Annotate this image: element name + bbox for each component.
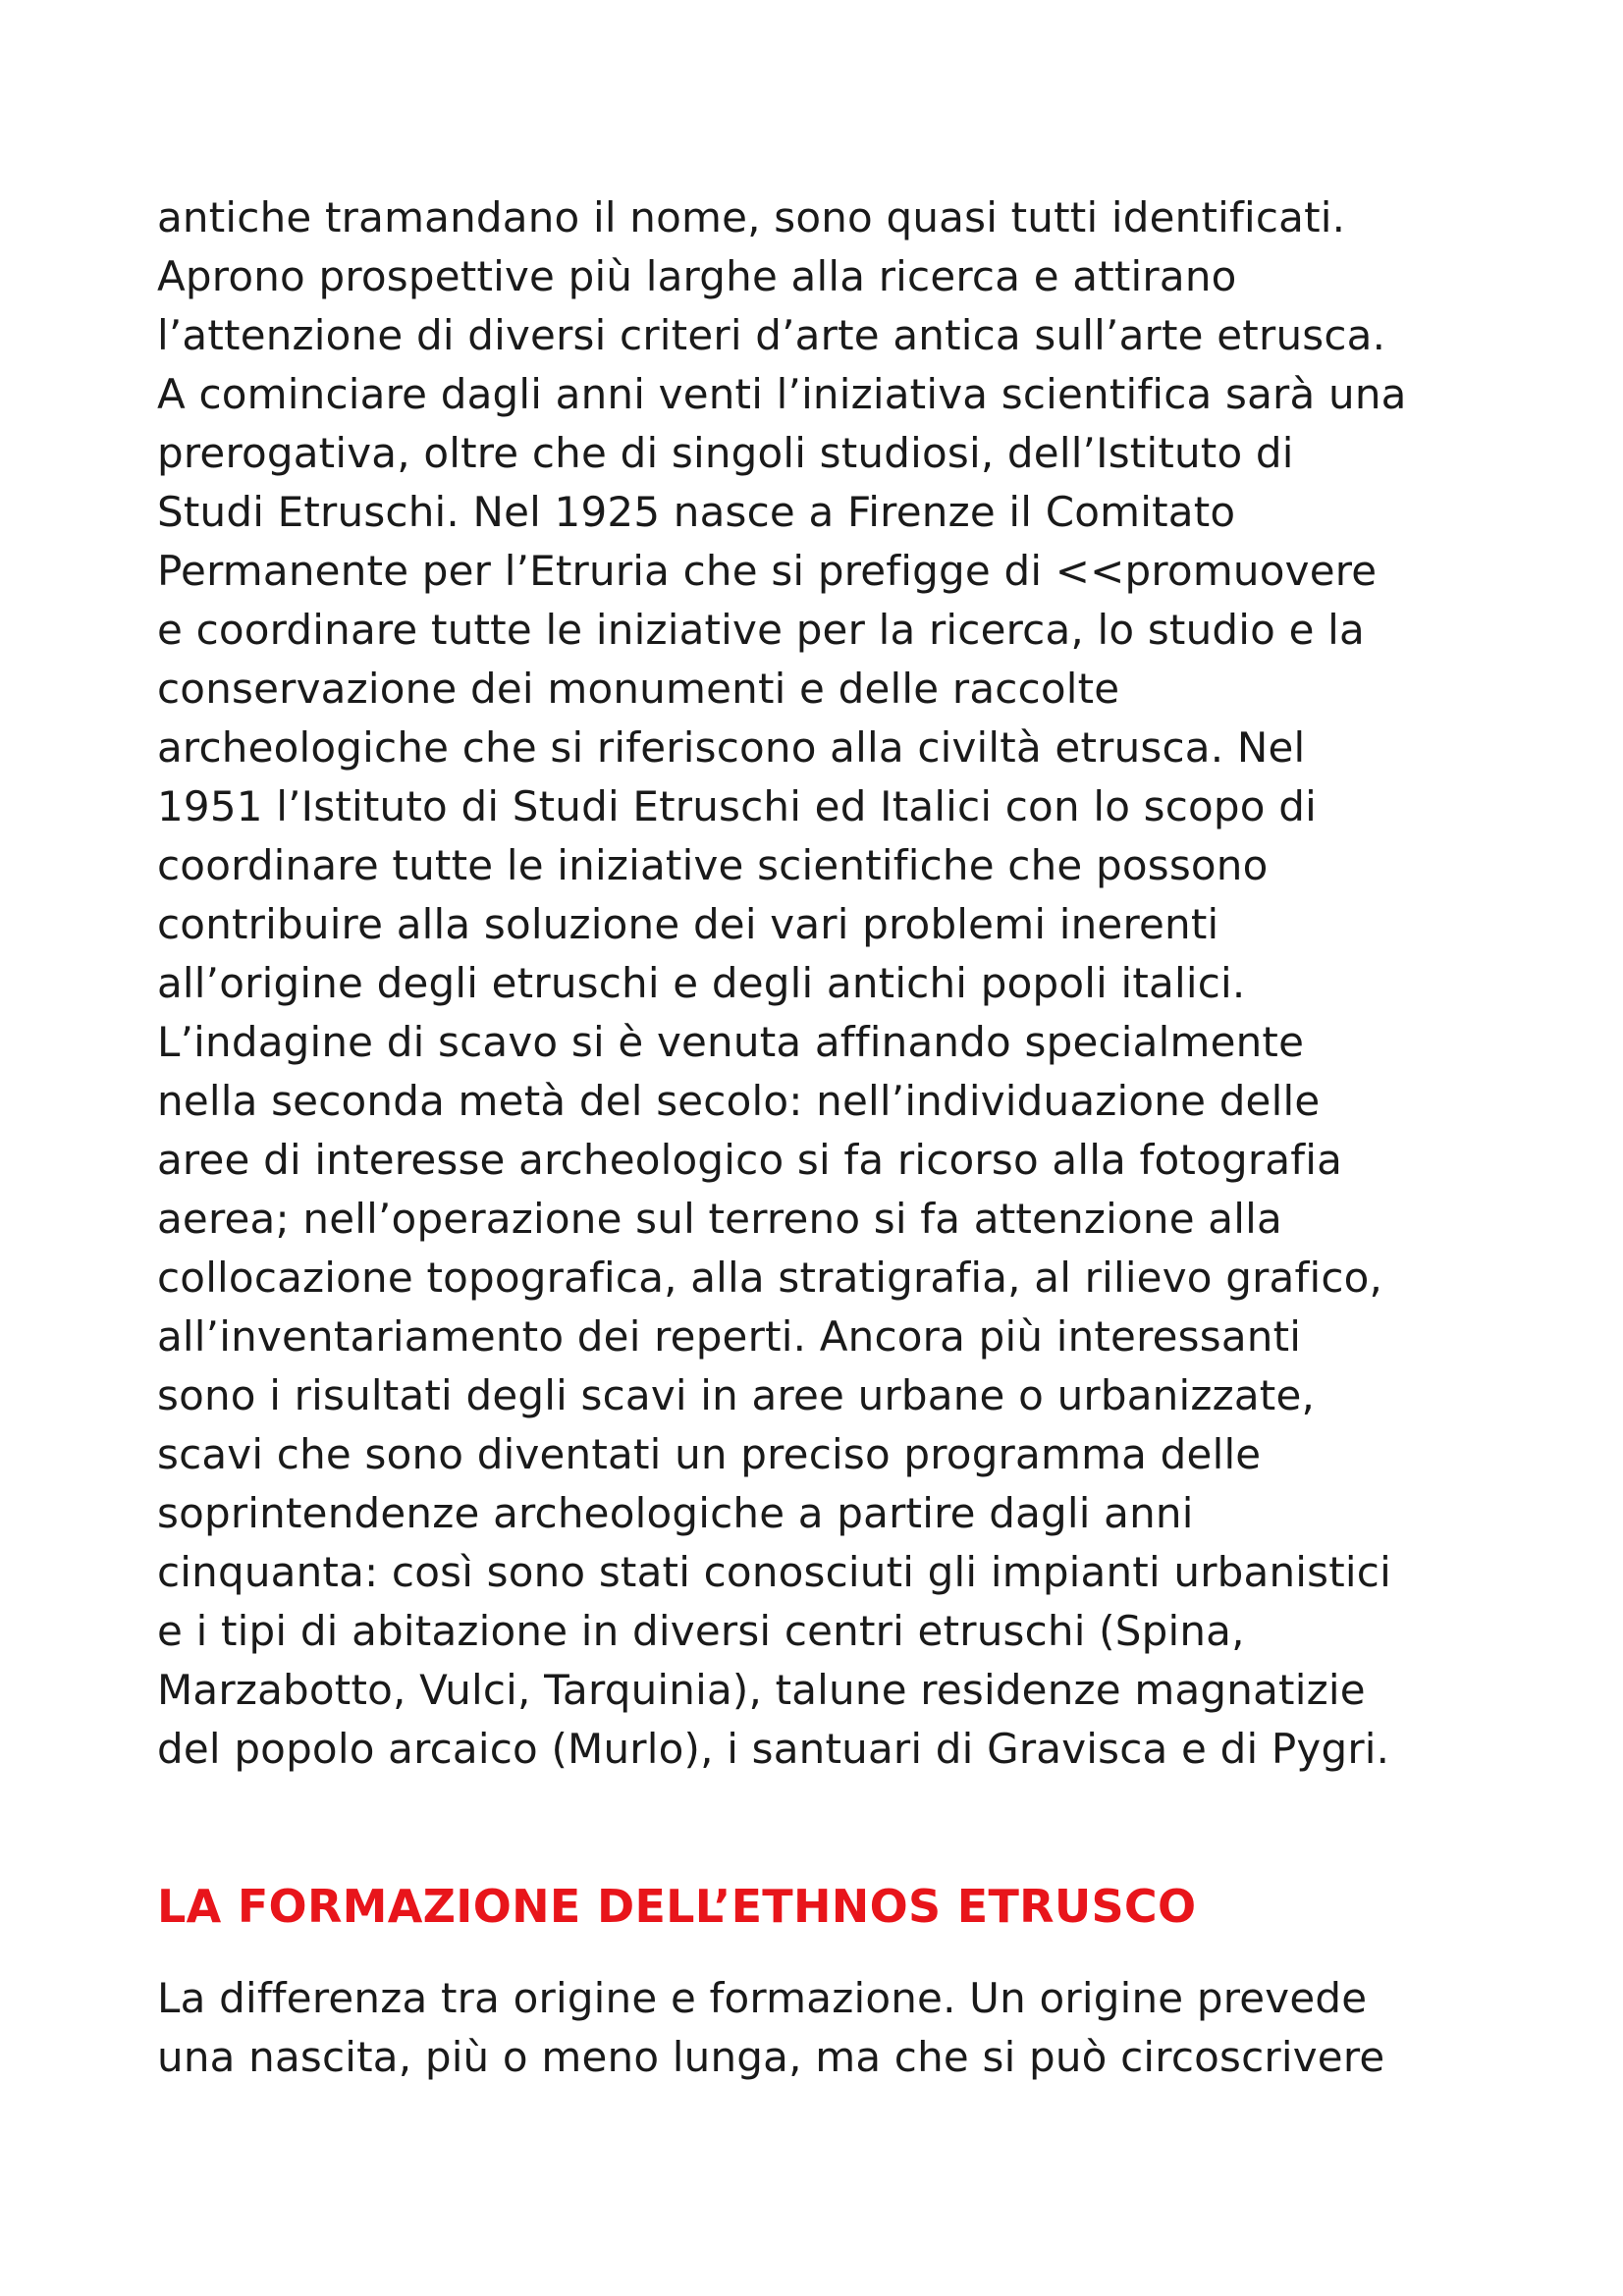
text-line: del popolo arcaico (Murlo), i santuari di Gravisca e di Pygri. (157, 1725, 1390, 1773)
text-line: all’origine degli etruschi e degli antichi popoli italici. (157, 959, 1246, 1007)
text-line: l’attenzione di diversi criteri d’arte antica sull’arte etrusca. (157, 311, 1386, 359)
text-line: cinquanta: così sono stati conosciuti gli impianti urbanistici (157, 1548, 1391, 1596)
text-line: La differenza tra origine e formazione. Un origine prevede (157, 1974, 1368, 2022)
text-line: aree di interesse archeologico si fa ricorso alla fotografia (157, 1136, 1343, 1184)
text-line: antiche tramandano il nome, sono quasi tutti identificati. (157, 193, 1346, 241)
text-line: prerogativa, oltre che di singoli studiosi, dell’Istituto di (157, 429, 1294, 477)
text-line: e coordinare tutte le iniziative per la ricerca, lo studio e la (157, 606, 1365, 654)
text-line: all’inventariamento dei reperti. Ancora più interessanti (157, 1312, 1302, 1361)
text-line: aerea; nell’operazione sul terreno si fa attenzione alla (157, 1195, 1282, 1243)
text-line: L’indagine di scavo si è venuta affinando specialmente (157, 1018, 1305, 1066)
text-line: scavi che sono diventati un preciso programma delle (157, 1430, 1262, 1478)
section-paragraph (157, 1969, 1532, 2087)
text-line: e i tipi di abitazione in diversi centri etruschi (Spina, (157, 1607, 1245, 1655)
text-line: soprintendenze archeologiche a partire dagli anni (157, 1489, 1194, 1537)
text-line: una nascita, più o meno lunga, ma che si può circoscrivere (157, 2033, 1385, 2081)
text-line: 1951 l’Istituto di Studi Etruschi ed Italici con lo scopo di (157, 782, 1317, 830)
text-line: sono i risultati degli scavi in aree urbane o urbanizzate, (157, 1371, 1316, 1419)
text-line: A cominciare dagli anni venti l’iniziativa scientifica sarà una (157, 370, 1407, 418)
text-line: Aprono prospettive più larghe alla ricerca e attirano (157, 252, 1237, 300)
text-line: coordinare tutte le iniziative scientifiche che possono (157, 841, 1269, 889)
text-line: contribuire alla soluzione dei vari problemi inerenti (157, 900, 1219, 948)
text-line: Permanente per l’Etruria che si prefigge di <<promuovere (157, 547, 1378, 595)
text-line: conservazione dei monumenti e delle raccolte (157, 665, 1120, 713)
body-paragraph (157, 188, 1532, 1779)
text-line: collocazione topografica, alla stratigrafia, al rilievo grafico, (157, 1254, 1383, 1302)
text-line: Marzabotto, Vulci, Tarquinia), talune residenze magnatizie (157, 1666, 1366, 1714)
section-heading: LA FORMAZIONE DELL’ETHNOS ETRUSCO (157, 1880, 1197, 1933)
text-line: Studi Etruschi. Nel 1925 nasce a Firenze il Comitato (157, 488, 1236, 536)
text-line: archeologiche che si riferiscono alla civiltà etrusca. Nel (157, 723, 1306, 772)
text-line: nella seconda metà del secolo: nell’individuazione delle (157, 1077, 1321, 1125)
